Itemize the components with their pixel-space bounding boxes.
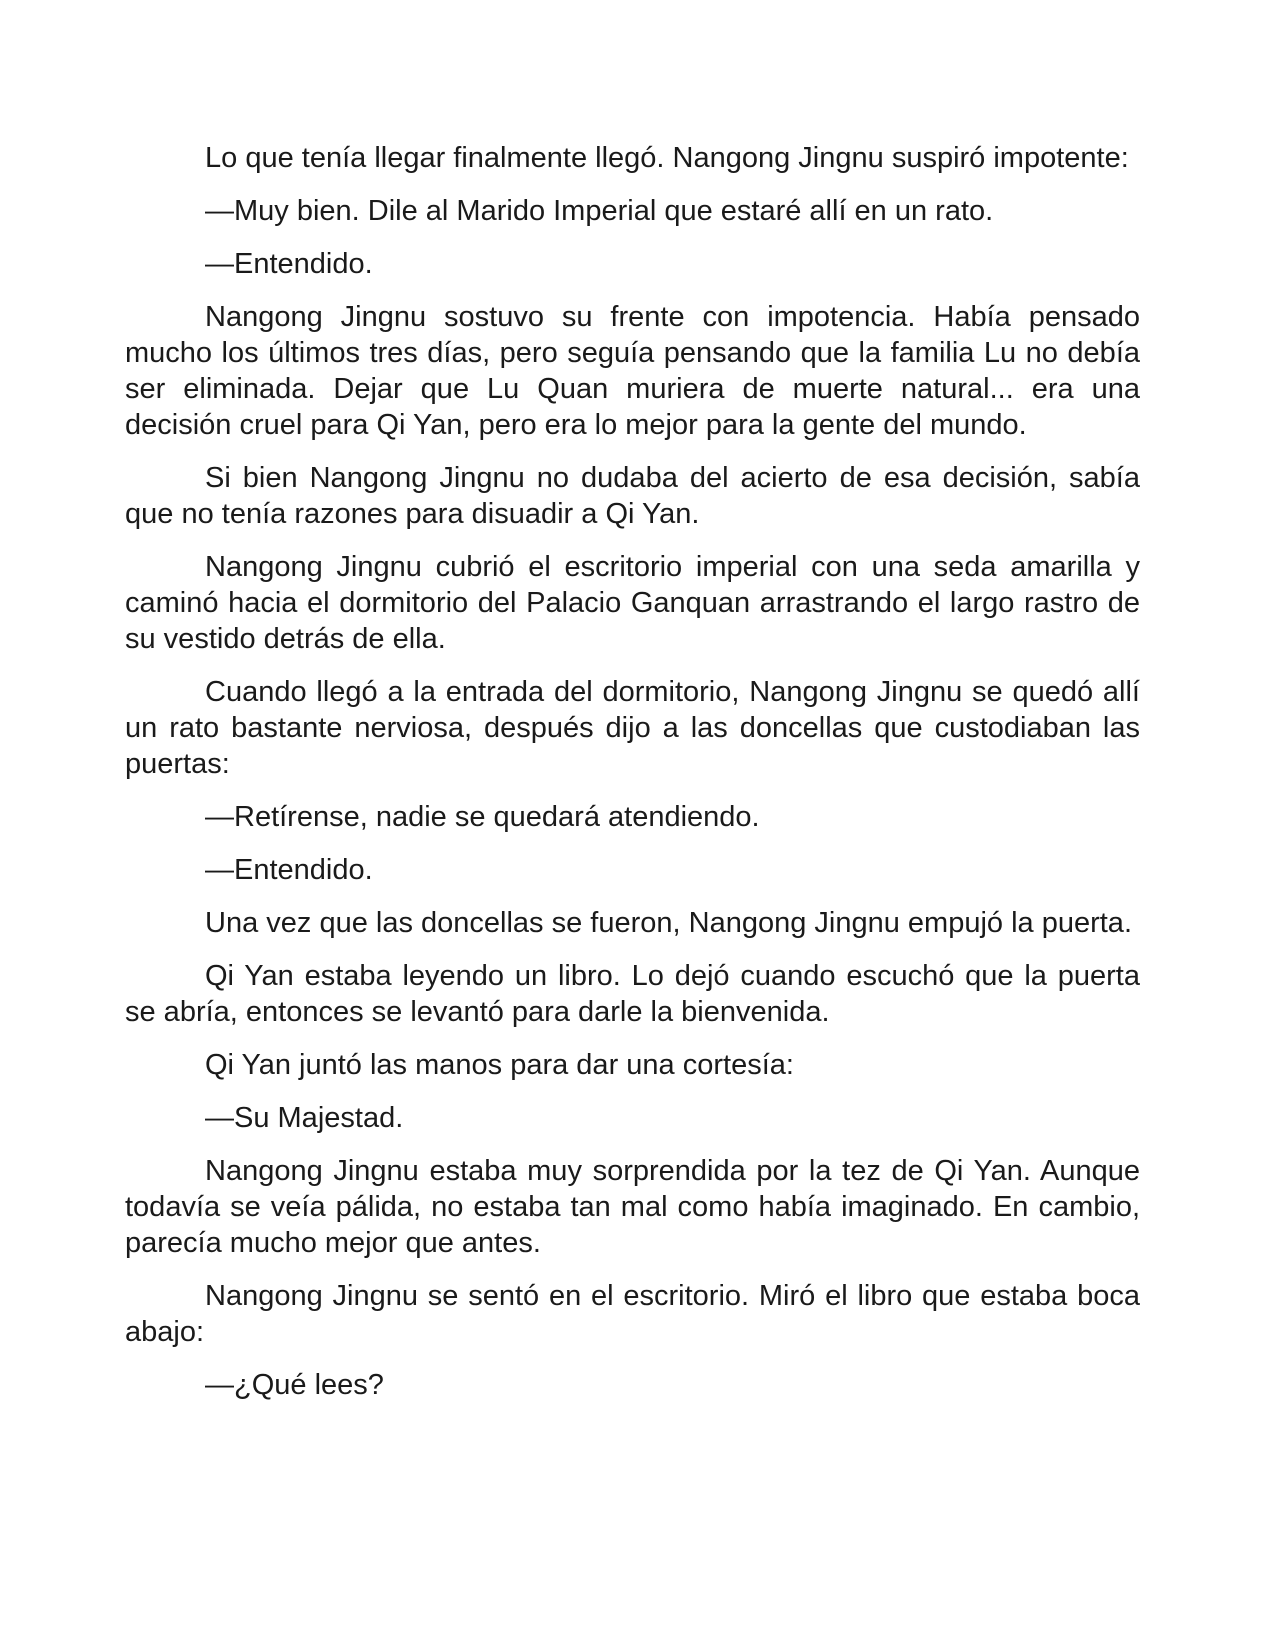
paragraph: Nangong Jingnu se sentó en el escritorio. Miró el libro que estaba boca abajo: bbox=[125, 1280, 1140, 1348]
paragraph: Una vez que las doncellas se fueron, Nangong Jingnu empujó la puerta. bbox=[205, 907, 1132, 939]
paragraph: Si bien Nangong Jingnu no dudaba del acierto de esa decisión, sabía que no tenía razones para disuadir a Qi Yan. bbox=[125, 462, 1140, 530]
paragraph: Qi Yan juntó las manos para dar una cortesía: bbox=[205, 1049, 794, 1081]
paragraph: Lo que tenía llegar finalmente llegó. Nangong Jingnu suspiró impotente: bbox=[205, 142, 1129, 174]
paragraph: Cuando llegó a la entrada del dormitorio, Nangong Jingnu se quedó allí un rato bastante nerviosa, después dijo a las doncellas que custodiaban las puertas: bbox=[125, 676, 1140, 780]
paragraph: —Entendido. bbox=[205, 854, 373, 886]
paragraph: Nangong Jingnu cubrió el escritorio imperial con una seda amarilla y caminó hacia el dormitorio del Palacio Ganquan arrastrando el largo rastro de su vestido detrás de ella. bbox=[125, 551, 1140, 655]
paragraph: Qi Yan estaba leyendo un libro. Lo dejó cuando escuchó que la puerta se abría, entonces se levantó para darle la bienvenida. bbox=[125, 960, 1140, 1028]
paragraph: —Su Majestad. bbox=[205, 1102, 404, 1134]
paragraph: —Muy bien. Dile al Marido Imperial que estaré allí en un rato. bbox=[205, 195, 994, 227]
document-page bbox=[125, 140, 1140, 1420]
paragraph: Nangong Jingnu sostuvo su frente con impotencia. Había pensado mucho los últimos tres días, pero seguía pensando que la familia Lu no debía ser eliminada. Dejar que Lu Quan muriera de muerte natural... era una decisión cruel para Qi Yan, pero era lo mejor para la gente del mundo. bbox=[125, 301, 1140, 441]
paragraph: —Retírense, nadie se quedará atendiendo. bbox=[205, 801, 760, 833]
paragraph: Nangong Jingnu estaba muy sorprendida por la tez de Qi Yan. Aunque todavía se veía pálida, no estaba tan mal como había imaginado. En cambio, parecía mucho mejor que antes. bbox=[125, 1155, 1140, 1259]
paragraph: —¿Qué lees? bbox=[205, 1369, 384, 1401]
paragraph: —Entendido. bbox=[205, 248, 373, 280]
